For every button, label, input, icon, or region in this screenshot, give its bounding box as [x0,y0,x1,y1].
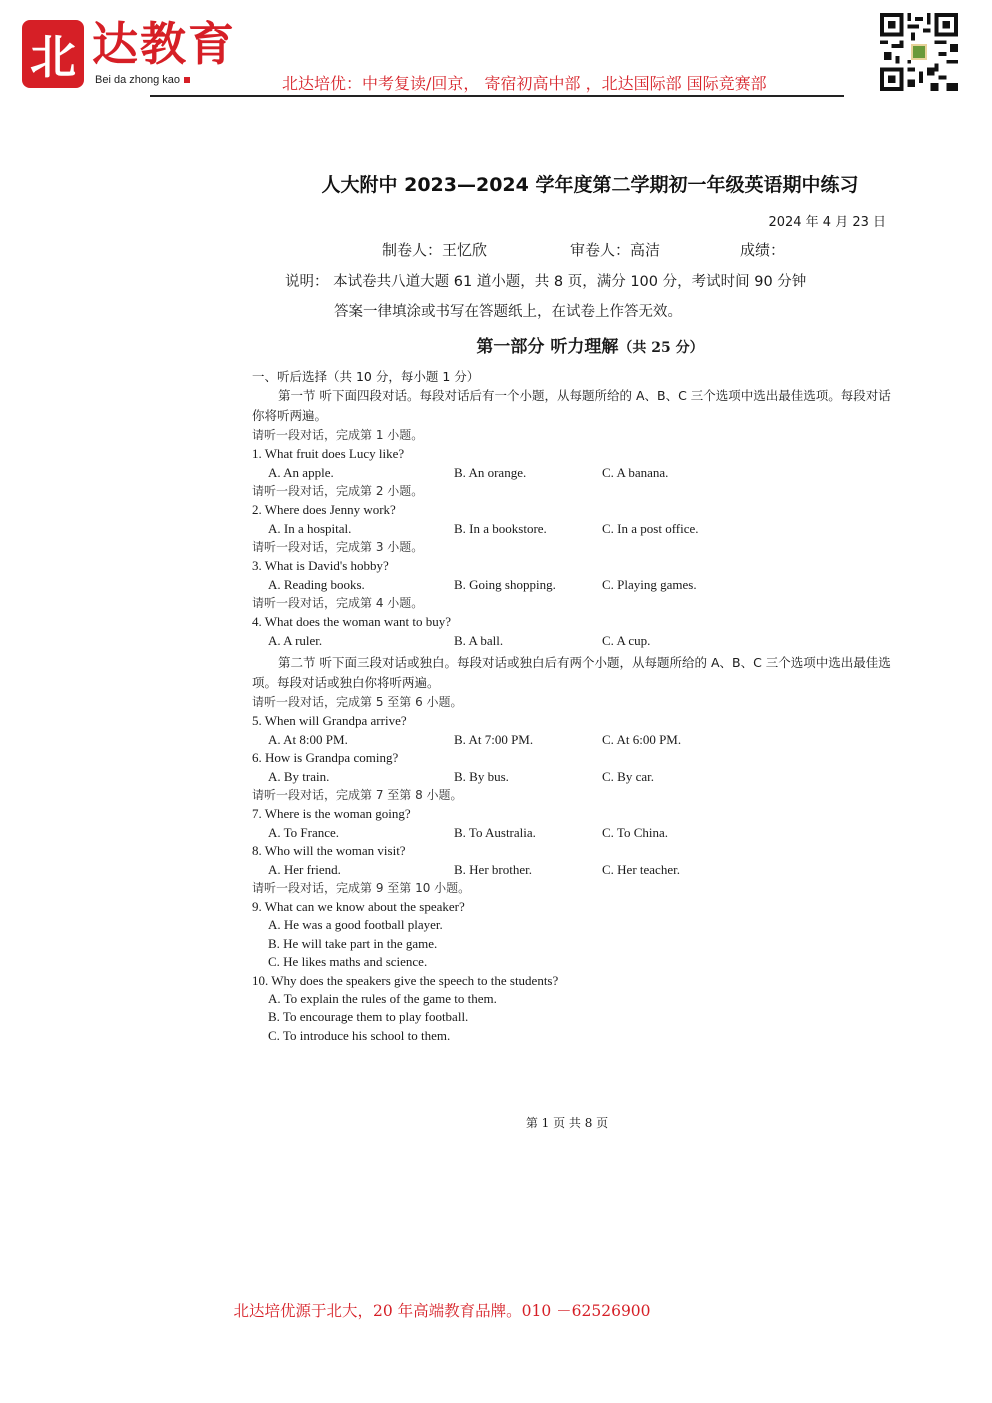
question-options [252,860,902,879]
option-a[interactable]: A. To explain the rules of the game to them. [268,990,497,1006]
logo-text: 达教育 [92,17,236,71]
option-c[interactable]: C. To introduce his school to them. [268,1027,451,1043]
listening-cue: 请听一段对话，完成第 9 至第 10 小题。 [252,881,471,895]
question-stem: 5. When will Grandpa arrive? [252,713,407,728]
question-options [252,463,902,482]
option-a[interactable]: A. To France. [268,825,340,840]
question-stem: 7. Where is the woman going? [252,806,411,821]
section-intro-2: 第二节 听下面三段对话或独白。每段对话或独白后有两个小题，从每题所给的 A、B、C 三个选项中选出最佳选项。每段对话或独白你将听两遍。 [252,655,891,690]
option-a[interactable]: A. A ruler. [268,633,323,648]
part-title [0,332,992,357]
part-points: （共 25 分） [618,340,704,356]
footer-slogan: 北达培优源于北大，20 年高端教育品牌。010 －62526900 [233,1302,651,1320]
question-stem: 2. Where does Jenny work? [252,502,396,517]
option-a[interactable]: A. At 8:00 PM. [268,732,348,747]
exam-instructions: 说明： 本试卷共八道大题 61 道小题，共 8 页，满分 100 分，考试时间 90 分钟 [285,274,807,290]
option-b[interactable]: B. To encourage them to play football. [268,1009,469,1024]
reviewer-label: 审卷人：高洁 [570,241,661,259]
question-options [252,823,902,842]
option-c[interactable]: C. To China. [602,825,669,840]
question-stem: 3. What is David's hobby? [252,558,389,573]
qr-code-icon [879,13,959,91]
question-options [252,519,902,538]
question-options [252,767,902,786]
option-c[interactable]: C. At 6:00 PM. [602,732,682,747]
page-number: 第 1 页 共 8 页 [525,1116,609,1130]
option-c[interactable]: C. A banana. [602,465,669,480]
score-label: 成绩： [740,241,786,259]
header-slogan: 北达培优：中考复读/回京， 寄宿初高中部 ，北达国际部 国际竞赛部 [282,74,767,93]
logo-subtitle-text: Bei da zhong kao [95,74,181,86]
logo-subtitle [95,74,190,86]
listening-cue: 请听一段对话，完成第 7 至第 8 小题。 [252,788,463,802]
question-options [252,575,902,594]
option-b[interactable]: B. He will take part in the game. [268,935,438,951]
listening-cue: 请听一段对话，完成第 3 小题。 [252,540,424,554]
option-c[interactable]: C. By car. [602,769,654,784]
exam-date: 2024 年 4 月 23 日 [768,215,886,230]
question-stem: 10. Why does the speakers give the speech to the students? [252,972,559,988]
square-icon [184,77,190,83]
question-stem: 6. How is Grandpa coming? [252,750,399,765]
exam-title: 人大附中 2023—2024 学年度第二学期初一年级英语期中练习 [321,174,859,196]
option-a[interactable]: A. By train. [268,769,330,784]
maker-label: 制卷人：王忆欣 [382,241,488,259]
option-a[interactable]: A. He was a good football player. [268,917,443,932]
question-stem: 4. What does the woman want to buy? [252,614,452,629]
option-c[interactable]: C. In a post office. [602,521,699,536]
option-b[interactable]: B. A ball. [454,633,504,648]
option-c[interactable]: C. He likes maths and science. [268,954,428,969]
option-c[interactable]: C. Her teacher. [602,862,680,877]
question-stem: 9. What can we know about the speaker? [252,899,465,914]
section-intro-1: 第一节 听下面四段对话。每段对话后有一个小题，从每题所给的 A、B、C 三个选项中选出最佳选项。每段对话你将听两遍。 [252,388,891,423]
logo-mark: 北 [22,20,84,88]
listening-cue: 请听一段对话，完成第 4 小题。 [252,596,424,610]
option-b[interactable]: B. By bus. [454,769,509,784]
question-stem: 1. What fruit does Lucy like? [252,446,405,461]
part-title-text: 第一部分 听力理解 [476,337,619,357]
option-c[interactable]: C. A cup. [602,633,651,648]
option-b[interactable]: B. In a bookstore. [454,521,547,536]
option-b[interactable]: B. Her brother. [454,862,532,877]
question-stem: 8. Who will the woman visit? [252,843,406,858]
option-b[interactable]: B. An orange. [454,465,527,480]
listening-section [252,367,902,1045]
listening-cue: 请听一段对话，完成第 1 小题。 [252,428,424,442]
option-a[interactable]: A. An apple. [268,465,334,480]
option-a[interactable]: A. Her friend. [268,862,341,877]
question-options [252,730,902,749]
section-heading: 一、听后选择（共 10 分，每小题 1 分） [252,369,480,384]
option-a[interactable]: A. In a hospital. [268,521,352,536]
option-c[interactable]: C. Playing games. [602,577,697,592]
option-b[interactable]: B. Going shopping. [454,577,556,592]
option-a[interactable]: A. Reading books. [268,577,365,592]
option-b[interactable]: B. At 7:00 PM. [454,732,534,747]
answer-instructions: 答案一律填涂或书写在答题纸上，在试卷上作答无效。 [334,304,682,320]
question-options [252,631,902,650]
listening-cue: 请听一段对话，完成第 2 小题。 [252,484,424,498]
listening-cue: 请听一段对话，完成第 5 至第 6 小题。 [252,695,463,709]
option-b[interactable]: B. To Australia. [454,825,536,840]
header-divider [150,95,844,97]
